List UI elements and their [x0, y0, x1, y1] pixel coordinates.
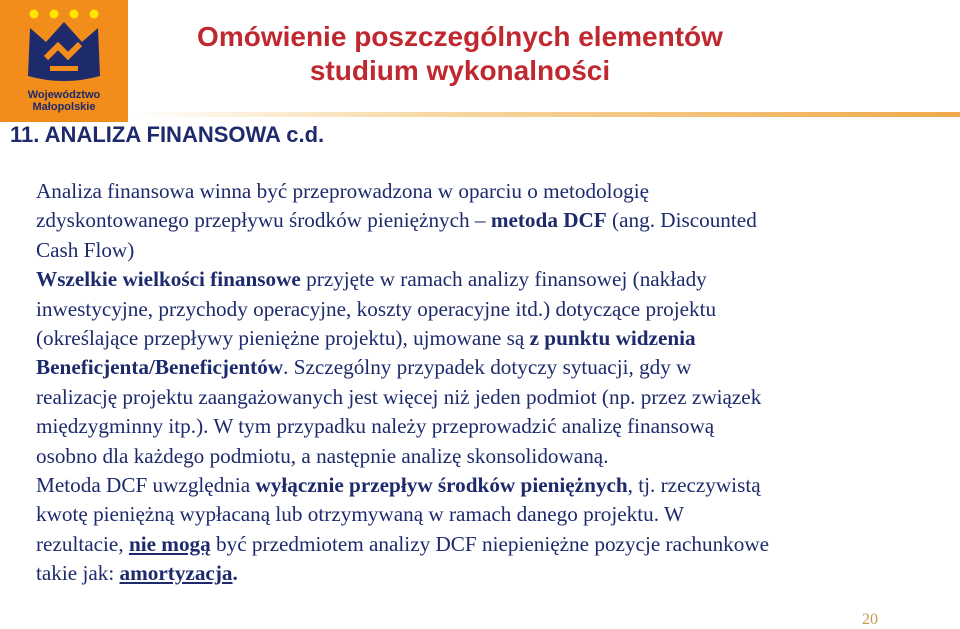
slide-title-line-1: Omówienie poszczególnych elementów: [197, 21, 723, 52]
header-divider: [128, 112, 960, 117]
text-line: osobno dla każdego podmiotu, a następnie analizę skonsolidowaną.: [36, 443, 609, 468]
text-line: Metoda DCF uwzględnia wyłącznie przepływ środków pieniężnych, tj. rzeczywistą: [36, 473, 761, 498]
page-number: 20: [862, 611, 878, 628]
text-line: inwestycyjne, przychody operacyjne, koszty operacyjne itd.) dotyczące projektu: [36, 296, 717, 321]
crown-emblem-icon: [10, 6, 118, 88]
text-line: kwotę pieniężną wypłacaną lub otrzymywaną w ramach danego projektu. W: [36, 502, 684, 527]
text-line: takie jak: amortyzacja.: [36, 561, 238, 586]
text-line: realizację projektu zaangażowanych jest więcej niż jeden podmiot (np. przez związek: [36, 384, 762, 409]
term-cash-flows-only: wyłącznie przepływ środków pieniężnych: [255, 473, 628, 498]
text-line: zdyskontowanego przepływu środków pieniężnych – metoda DCF (ang. Discounted: [36, 208, 757, 233]
text-line: (określające przepływy pieniężne projektu), ujmowane są z punktu widzenia: [36, 326, 696, 351]
logo-line-1: Województwo: [27, 89, 101, 101]
text-line: międzygminny itp.). W tym przypadku należy przeprowadzić analizę finansową: [36, 414, 715, 439]
slide-title: [150, 20, 770, 88]
slide-title-line-2: studium wykonalności: [309, 55, 611, 86]
text-line: Beneficjenta/Beneficjentów. Szczególny przypadek dotyczy sytuacji, gdy w: [36, 355, 692, 380]
body-text: [36, 177, 946, 589]
text-line: Cash Flow): [36, 237, 135, 262]
section-heading: 11. ANALIZA FINANSOWA c.d.: [10, 122, 325, 147]
logo-wojewodztwo-malopolskie: [0, 0, 128, 122]
term-dcf-method: metoda DCF: [490, 208, 607, 233]
text-line: rezultacie, nie mogą być przedmiotem analizy DCF niepieniężne pozycje rachunkowe: [36, 531, 770, 556]
term-cannot-be: nie mogą: [128, 531, 211, 556]
term-point-of-view: z punktu widzenia: [529, 326, 696, 351]
text-line: Wszelkie wielkości finansowe przyjęte w ramach analizy finansowej (nakłady: [36, 267, 707, 292]
logo-line-2: Małopolskie: [32, 101, 96, 113]
term-beneficiary: Beneficjenta/Beneficjentów: [36, 355, 284, 380]
term-depreciation: amortyzacja: [119, 561, 233, 586]
term-financial-values: Wszelkie wielkości finansowe: [36, 267, 301, 292]
text-line: Analiza finansowa winna być przeprowadzona w oparciu o metodologię: [36, 179, 650, 203]
